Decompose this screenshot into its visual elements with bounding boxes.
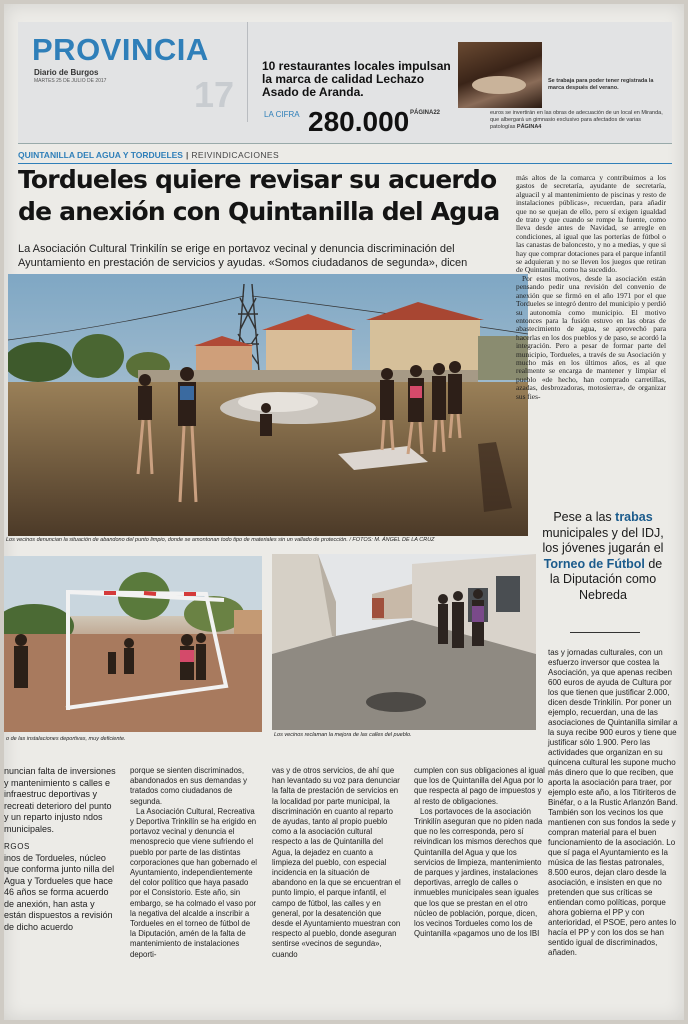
pull-quote-text: municipales y del IDJ, los jóvenes jugarán el: [542, 525, 664, 555]
paragraph: nuncian falta de inversiones y mantenimiento s calles e infraestruc deportivas y recreati deterioro del punto y un reparto injusto ndos municipales.: [4, 766, 116, 834]
headline-line: de anexión con Quintanilla del Agua: [18, 197, 500, 226]
sports-photo-caption: o de las instalaciones deportivas, muy deficiente.: [6, 736, 126, 742]
body-column-1: [4, 766, 116, 933]
newspaper-page: [4, 4, 684, 1020]
teaser-page-ref: PÁGINA22: [410, 110, 441, 116]
issue-date: MARTES 25 DE JULIO DE 2017: [34, 78, 107, 84]
paragraph: vas y de otros servicios, de ahí que han levantado su voz para denunciar la falta de prestación de servicios en la localidad por parte municipal, la discriminación en cuanto al reparto de ayudas, tanto al propio pueblo como a la asociación cultural respecto a las de Quintanilla del Agua, la dejadez en cuanto a limpieza del pueblo, con especial incidencia en la situación de abandono en la que se encuentran el punto limpio, el parque infantil, el campo de fútbol, las calles y en general, por la desatención que desde el Ayuntamiento muestran con respecto al pueblo, donde aseguran sentirse «vecinos de segunda», cuando: [272, 766, 401, 959]
main-photo-illustration: [8, 274, 528, 536]
pull-quote: [538, 510, 668, 603]
main-photo: [8, 274, 528, 536]
paragraph: cumplen con sus obligaciones al igual que los de Quintanilla del Agua por lo que respecta al pago de impuestos y al resto de obligaciones.: [414, 766, 545, 806]
cifra-body: euros se invertirán en las obras de adecuación de un local en Miranda, que albergará un gimnasio exclusivo para afectados de varias patologías: [490, 110, 663, 130]
paragraph: Por estos motivos, desde la asociación están pensando pedir una revisión del convenio de anexión que se firmó en el año 1971 por el que Tordueles se integró dentro del municipio y perdió su autonomía como municipio. El motivo entonces para la fusión estuvo en las obras de abastecimiento de agua, se aprovechó para hacerlas en los dos pueblos y de paso, se acordó la integración. Pero a pesar de formar parte del municipio, Tordueles, a través de su Asociación y mucho más en los últimos años, es al que realmente se encarga de mantener y limpiar el pueblo «de hecho, han comprado carretillas, azadas, desbrozadoras, motosierra», de organizar sus fies-: [516, 273, 666, 401]
paragraph: porque se sienten discriminados, abandonados en sus demandas y tratados como ciudadanos de segunda.: [130, 766, 248, 806]
article-headline: [18, 164, 514, 228]
teaser-line: Asado de Aranda.: [262, 85, 364, 99]
body-column-4: [414, 766, 546, 939]
pull-quote-rule: [570, 632, 640, 633]
page-number: 17: [194, 74, 235, 115]
teaser-photo: [458, 42, 542, 108]
section-secondary: REIVINDICACIONES: [191, 150, 280, 160]
headline-line: Tordueles quiere revisar su acuerdo: [18, 165, 497, 194]
cifra-label: LA CIFRA: [264, 110, 300, 119]
paragraph: más altos de la comarca y contribuimos a los gastos de secretaría, ayudante de secretaría, alguacil y al mantenimiento de piscinas y resto de instalaciones públicas», recuerdan, para añadir que no se quejan de ello, pero sí exigen igualdad de trato y que cuando se rompe la fuente, como lleva desde antes de Navidad, se arregle en condiciones, al igual que las porterías de fútbol o las canastas de baloncesto, y no a medias, y que si hay que comprar dotaciones para el parque infantil se adquieran y no se lleven los juegos que retiran de Quintanilla, como ha sucedido.: [516, 173, 667, 275]
pull-quote-text: de la Diputación como Nebreda: [549, 556, 663, 602]
section-label: [18, 150, 672, 164]
street-photo-caption: Los vecinos reclaman la mejora de las calles del pueblo.: [274, 732, 412, 738]
street-photo: [272, 554, 536, 730]
right-column-continuation: tas y jornadas culturales, con un esfuerzo inversor que costea la Asociación, ya que apenas reciben 600 euros de ayuda de Cultura por los que tienen que justificar 2.000, dicen desde Trinkilín. Por poner un ejemplo, recuerdan, una de las asociaciones de Quintanilla similar a la suya recibe 900 euros y tiene que justificar sólo 1.900. Pero las actividades que organizan en su quincena cultural les supone mucho más dinero que lo que reciben, que aporta la asociación para traer, por ejemplo este año, a los Titiriteros de Binéfar, o a la Rustic Arlanzón Band. También son los vecinos los que mantienen con sus fondos la sede y compran material para el buen funcionamiento de la asociación. Lo que sí paga el Ayuntamiento es la música de las fiestas patronales, 8.500 euros, dejan claro desde la asociación, e insisten en que no pretenden que sus críticas se entiendan como políticas, porque ahora gobierna el PP y con anterioridad, el PSOE, pero antes lo hacía el PP y con los dos se han sentido igual de discriminados, añaden.: [548, 648, 678, 957]
pull-quote-text: Pese a las: [553, 510, 616, 524]
main-photo-caption: Los vecinos denuncian la situación de abandono del punto limpio, donde se amontonan todo tipo de materiales sin un vallado de protección. / FOTOS: M. ÁNGEL DE LA CRUZ: [6, 537, 435, 543]
cifra-text: [490, 110, 666, 131]
teaser-caption: Se trabaja para poder tener registrada la marca después del verano.: [548, 78, 654, 91]
section-primary: QUINTANILLA DEL AGUA Y TORDUELES: [18, 150, 183, 160]
teaser-line: 10 restaurantes locales impulsan: [262, 59, 451, 73]
pull-quote-highlight: trabas: [615, 510, 653, 524]
paragraph: Los portavoces de la asociación Trinkilín aseguran que no piden nada que no les corresponda, pero sí reivindican los mismos derechos que Quintanilla del Agua y que los servicios de limpieza, mantenimiento de parques y jardines, instalaciones deportivas, arreglo de calles o inmuebles municipales sean iguales que los que se prestan en el otro núcleo de población, porque, dicen, los vecinos Tordueles como los de Quintanilla «pagamos uno de los IBI: [414, 806, 543, 939]
sports-field-photo: [4, 556, 262, 732]
sports-field-illustration: [4, 556, 262, 732]
street-illustration: [272, 554, 536, 730]
article-subhead: La Asociación Cultural Trinkilín se erige en portavoz vecinal y denuncia discriminación del Ayuntamiento en prestación de servicios y ayudas. «Somos ciudadanos de segunda», dicen: [18, 243, 468, 269]
section-separator: |: [185, 150, 189, 160]
cifra-value: 280.000: [308, 106, 410, 137]
section-title-box: [18, 22, 248, 122]
section-title: PROVINCIA: [32, 32, 209, 67]
paragraph: inos de Tordueles, núcleo que conforma junto nilla del Agua y Tordueles que hace 46 años se forma acuerdo de anexión, han asta y están dispuestos a revisión de dicho acuerdo: [4, 852, 115, 932]
cifra-page-ref: PÁGINA4: [516, 124, 542, 130]
teaser-headline: [262, 60, 452, 99]
dateline: RGOS: [4, 842, 30, 851]
section-header: [18, 22, 672, 144]
teaser-line: la marca de calidad Lechazo: [262, 72, 425, 86]
body-column-2: [130, 766, 258, 960]
right-column-text: [516, 174, 666, 401]
paper-name: Diario de Burgos: [34, 68, 99, 77]
paragraph: La Asociación Cultural, Recreativa y Deportiva Trinkilín se ha erigido en portavoz vecinal y denuncia el menosprecio que viene sufriendo el pueblo por parte de las distintas corporaciones que han gobernado el Ayuntamiento, independientemente del color político que haya pasado por el Consistorio. Este año, sin embargo, se ha colmado el vaso por la negativa del alcalde a inscribir a Tordueles en el torneo de fútbol de la Diputación, amén de la falta de mantenimiento de instalaciones deporti-: [130, 806, 258, 959]
body-column-3: [272, 766, 402, 960]
pull-quote-highlight: Torneo de Fútbol: [543, 556, 645, 571]
